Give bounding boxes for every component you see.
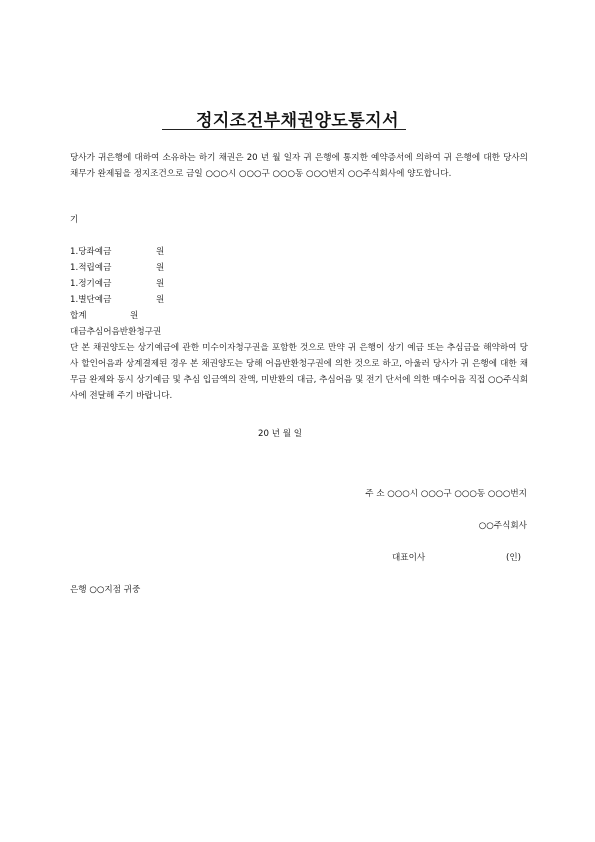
item-row xyxy=(70,260,164,276)
item-unit: 원 xyxy=(156,295,165,305)
body-paragraph: 단 본 채권양도는 상기예금에 관한 미수이자청구권을 포함한 것으로 만약 귀 은행이 상기 예금 또는 추심금을 해약하여 당사 할인어음과 상계결제된 경우 본 채권양도는 당해 어음반환청구권에 의한 것으로 하고, 아울러 당사가 귀 은행에 대한 채무금 완제와 동시 상기예금 및 추심 입금액의 잔액, 미반환의 대금, 추심어음 및 전기 단서에 의한 매수어음 직접 ○○주식회사에 전달해 주기 바랍니다. xyxy=(70,343,528,401)
item-label: 1.적립예금 xyxy=(70,263,112,273)
item-row xyxy=(70,292,164,308)
item-unit: 원 xyxy=(156,279,165,289)
total-label: 합계 xyxy=(70,311,87,321)
company-name: ○○주식회사 xyxy=(478,521,527,531)
item-unit: 원 xyxy=(156,247,165,257)
intro-paragraph: 당사가 귀은행에 대하여 소유하는 하기 채권은 20 년 월 일자 귀 은행에 통지한 예약증서에 의하여 귀 은행에 대한 당사의 채무가 완제됨을 정지조건으로 금일 ○○○시 ○○○구 ○○○동 ○○○번지 ○○주식회사에 양도합니다. xyxy=(70,153,528,179)
title-underline xyxy=(162,129,406,130)
total-unit: 원 xyxy=(130,311,139,321)
item-label: 1.당좌예금 xyxy=(70,247,112,257)
claim-heading: 대금추심어음반환청구권 xyxy=(70,327,162,337)
item-label: 1.별단예금 xyxy=(70,295,112,305)
date-line: 20 년 월 일 xyxy=(258,429,303,439)
document-title: 정지조건부채권양도통지서 xyxy=(195,111,400,131)
gi-marker: 기 xyxy=(70,215,79,225)
item-unit: 원 xyxy=(156,263,165,273)
item-row xyxy=(70,276,164,292)
recipient-line: 은행 ○○지점 귀중 xyxy=(70,585,141,595)
representative-label: 대표이사 xyxy=(392,553,426,563)
item-label: 1.정기예금 xyxy=(70,279,112,289)
item-row xyxy=(70,244,164,260)
address-line: 주 소 ○○○시 ○○○구 ○○○동 ○○○번지 xyxy=(365,489,527,499)
seal-label: (인) xyxy=(506,553,522,563)
total-row xyxy=(70,308,138,324)
